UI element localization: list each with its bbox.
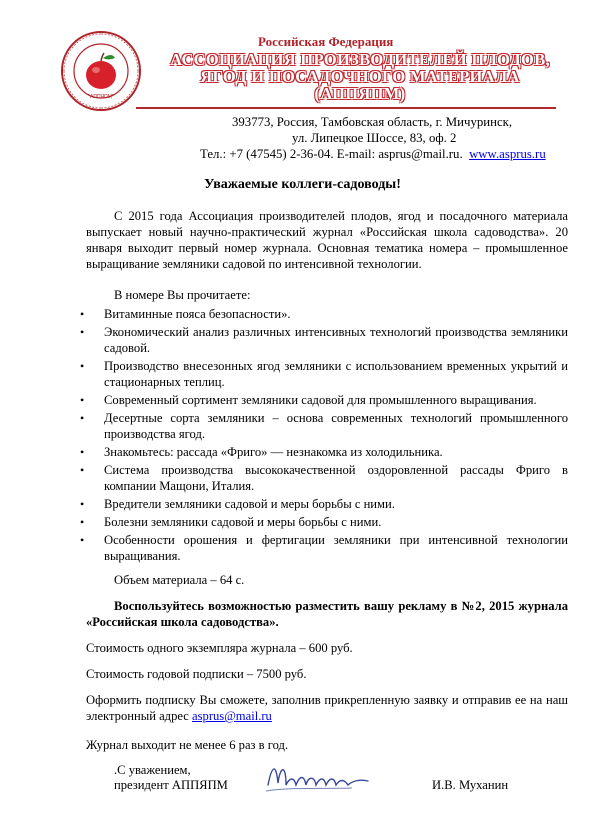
org-line-1: АССОЦИАЦИЯ ПРОИЗВОДИТЕЛЕЙ ПЛОДОВ, <box>170 50 550 69</box>
address-line-2: ул. Липецкое Шоссе, 83, оф. 2 <box>292 131 457 145</box>
country-label: Российская Федерация <box>258 34 394 49</box>
ad-offer: Воспользуйтесь возможностью разместить вашу рекламу в №2, 2015 журнала «Российская школа садоводства». <box>86 599 568 629</box>
signer-name: И.В. Муханин <box>432 778 509 792</box>
subscribe-paragraph <box>86 692 568 724</box>
regards: .С уважением, <box>114 763 191 777</box>
volume-note: Объем материала – 64 с. <box>114 573 245 587</box>
letter-title: Уважаемые коллеги-садоводы! <box>204 177 401 192</box>
list-item: • Производство внесезонных ягод земляники с использованием временных укрытий и стационарных теплиц. <box>80 359 568 389</box>
organization-name <box>140 51 580 102</box>
list-item: • Десертные сорта земляники – основа современных технологий промышленного производства ягод. <box>80 411 568 441</box>
list-item: • Знакомьтесь: рассада «Фриго» — незнакомка из холодильника. <box>80 445 443 459</box>
list-item: • Экономический анализ различных интенсивных технологий производства земляники садовой. <box>80 325 568 355</box>
bullet-icon: • <box>80 463 85 477</box>
bullet-icon: • <box>80 359 85 373</box>
signature-image <box>262 755 372 800</box>
subscribe-email-link[interactable]: asprus@mail.ru <box>192 709 272 723</box>
list-item: • Современный сортимент земляники садовой для промышленного выращивания. <box>80 393 537 407</box>
price-year: Стоимость годовой подписки – 7500 руб. <box>86 667 307 681</box>
contact-phone-email: Тел.: +7 (47545) 2-36-04. E-mail: asprus@mail.ru. <box>200 147 463 161</box>
list-item: • Особенности орошения и фертигации земляники при интенсивной технологии выращивания. <box>80 533 568 563</box>
org-line-3: (АППЯПМ) <box>314 84 406 103</box>
list-item: • Витаминные пояса безопасности». <box>80 307 291 321</box>
bullet-icon: • <box>80 325 85 339</box>
frequency-note: Журнал выходит не менее 6 раз в год. <box>86 738 289 752</box>
bullet-icon: • <box>80 497 85 511</box>
read-intro: В номере Вы прочитаете: <box>114 288 251 302</box>
org-line-2: ЯГОД И ПОСАДОЧНОГО МАТЕРИАЛА <box>200 67 520 86</box>
bullet-icon: • <box>80 393 85 407</box>
contact-line <box>200 146 546 162</box>
bullet-icon: • <box>80 307 85 321</box>
subscribe-text: Оформить подписку Вы сможете, заполнив прикрепленную заявку и отправив ее на наш электронный адрес <box>86 693 568 723</box>
bullet-icon: • <box>80 411 85 425</box>
list-item: • Система производства высококачественной оздоровленной рассады Фриго в компании Мащони, Италия. <box>80 463 568 493</box>
list-item: • Болезни земляники садовой и меры борьбы с ними. <box>80 515 382 529</box>
bullet-icon: • <box>80 533 85 547</box>
bullet-icon: • <box>80 515 85 529</box>
position: президент АППЯПМ <box>114 778 228 792</box>
header-divider <box>136 107 556 109</box>
address-line-1: 393773, Россия, Тамбовская область, г. Мичуринск, <box>232 115 513 129</box>
price-single: Стоимость одного экземпляра журнала – 600 руб. <box>86 641 353 655</box>
contents-list <box>80 306 568 566</box>
list-item: • Вредители земляники садовой и меры борьбы с ними. <box>80 497 395 511</box>
intro-paragraph: С 2015 года Ассоциация производителей плодов, ягод и посадочного материала выпускает новый научно-практический журнал «Российская школа садоводства». 20 января выходит первый номер журнала. Основная тематика номера – промышленное выращивание земляники садовой по интенсивной технологии. <box>86 209 568 271</box>
bullet-icon: • <box>80 445 85 459</box>
association-logo <box>60 30 142 112</box>
svg-text:"АППЯПМ": "АППЯПМ" <box>88 94 114 100</box>
website-link[interactable]: www.asprus.ru <box>469 147 546 161</box>
